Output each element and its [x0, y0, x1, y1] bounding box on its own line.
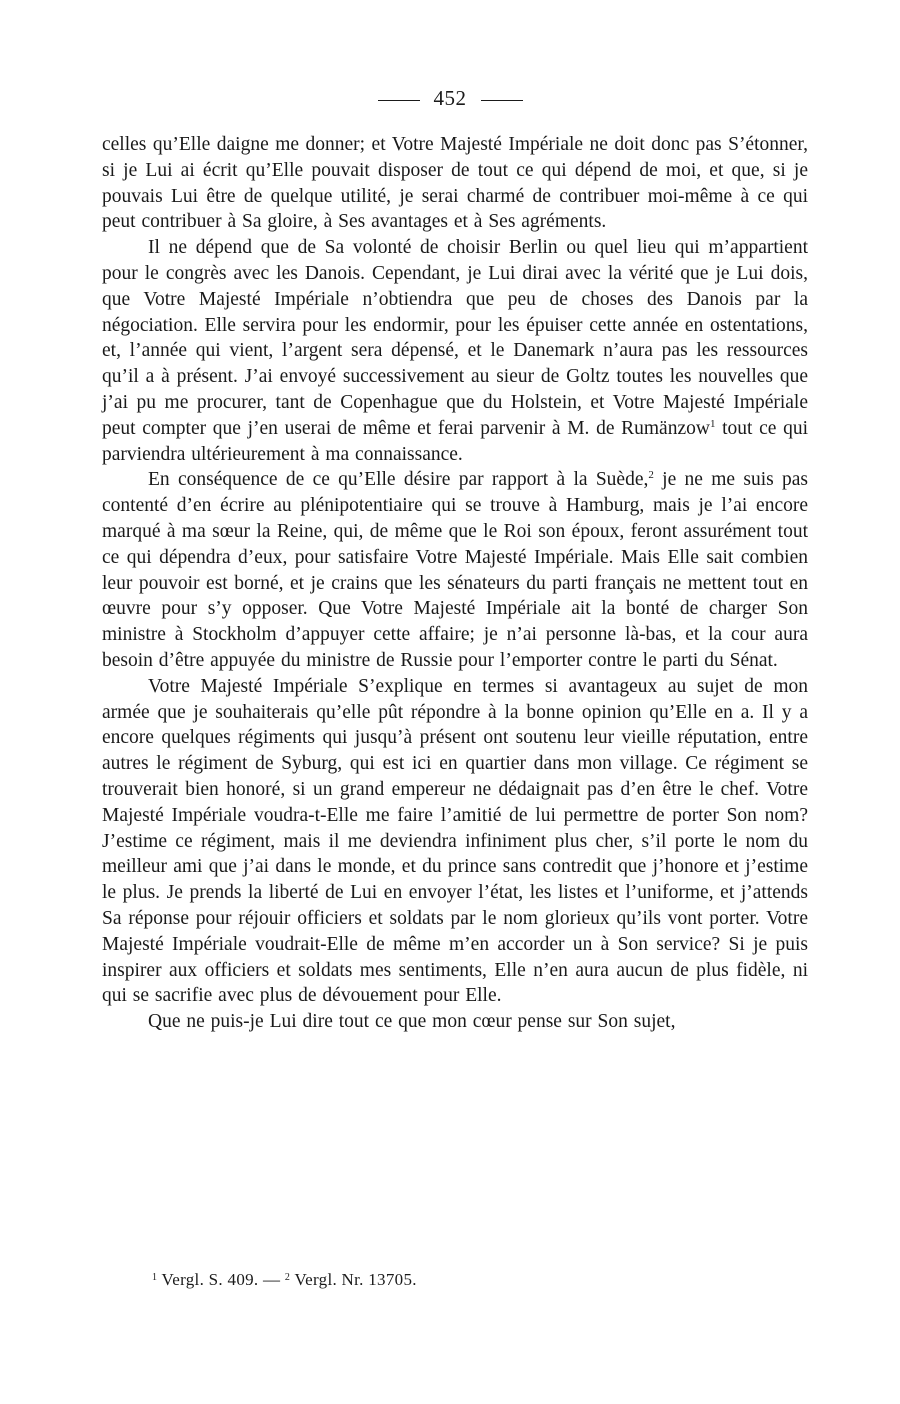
paragraph-text: Que ne puis-je Lui dire tout ce que mon cœur pense sur Son sujet,: [148, 1011, 676, 1033]
paragraph: [102, 674, 808, 1009]
paragraph-text: En conséquence de ce qu’Elle désire par rapport à la Suède,: [148, 469, 649, 491]
footnote-mark: 2: [284, 1272, 291, 1283]
body-text: [102, 132, 808, 1035]
paragraph-text: Votre Majesté Impériale S’explique en termes si avantageux au sujet de mon armée que je souhaiterais qu’elle pût répondre à la bonne opinion qu’Elle en a. Il y a encore quelques régiments qui jusqu’à présent ont soutenu leur vieille réputation, entre autres le régiment de Syburg, qui est ici en quartier dans mon village. Ce régiment se trouverait bien honoré, si un grand empereur ne dédaignait pas d’en être le chef. Votre Majesté Impériale voudra-t-Elle me faire l’amitié de lui permettre de porter Son nom? J’estime ce régiment, mais il me deviendra infiniment plus cher, s’il porte le nom du meilleur ami que j’ai dans le monde, et du prince sans contredit que j’honore et j’estime le plus. Je prends la liberté de Lui en envoyer l’état, les listes et l’uniforme, et j’attends Sa réponse pour réjouir officiers et soldats par le nom glorieux qu’ils vont porter. Votre Majesté Impériale voudrait-Elle de même m’en accorder un à Son service? Si je puis inspirer aux officiers et soldats mes sentiments, Elle n’en aura aucun de plus fidèle, ni qui se sacrifie avec plus de dévouement pour Elle.: [102, 675, 808, 1007]
header-rule-right: [481, 100, 523, 101]
footnote-reference: 1: [709, 417, 716, 430]
footnote-reference: 2: [648, 469, 654, 482]
footnotes: [152, 1270, 802, 1290]
footnote-text: Vergl. Nr. 13705.: [290, 1270, 417, 1289]
page-number: 452: [433, 86, 467, 110]
footnote-mark: 1: [152, 1272, 158, 1283]
paragraph: [102, 235, 808, 467]
paragraph-text: Il ne dépend que de Sa volonté de choisir Berlin ou quel lieu qui m’appartient pour le congrès avec les Danois. Cependant, je Lui dirai avec la vérité que je Lui dois, que Votre Majesté Impériale n’obtiendra que peu de choses des Danois par la négociation. Elle servira pour les endormir, pour les épuiser cette année en ostentations, et, l’année qui vient, l’argent sera dépensé, et le Danemark n’aura pas les ressources qu’il a à présent. J’ai envoyé successivement au sieur de Goltz toutes les nouvelles que j’ai pu me procurer, tant de Copenhague que du Holstein, et Votre Majesté Impériale peut compter que j’en userai de même et ferai parvenir à M. de Rumänzow: [102, 237, 808, 439]
footnote-text: Vergl. S. 409.: [157, 1270, 259, 1289]
paragraph: [102, 132, 808, 235]
header-rule-left: [378, 100, 420, 101]
footnote-separator: —: [258, 1270, 285, 1289]
page-header: [0, 86, 900, 111]
paragraph-text: je ne me suis pas contenté d’en écrire au plénipotentiaire qui se trouve à Hamburg, mais je l’ai encore marqué à ma sœur la Reine, qui, de même que le Roi son époux, feront assurément tout ce qui dépendra d’eux, pour satisfaire Votre Majesté Impériale. Mais Elle sait combien leur pouvoir est borné, et je crains que les sénateurs du parti français ne mettent tout en œuvre pour s’y opposer. Que Votre Majesté Impériale ait la bonté de charger Son ministre à Stockholm d’appuyer cette affaire; je n’ai personne là-bas, et la cour aura besoin d’être appuyée du ministre de Russie pour l’emporter contre le parti du Sénat.: [102, 469, 808, 671]
footnote: [285, 1270, 417, 1289]
paragraph-text: celles qu’Elle daigne me donner; et Votre Majesté Impériale ne doit donc pas S’étonner, si je Lui ai écrit qu’Elle pouvait disposer de tout ce qui dépend de moi, et que, si je pouvais Lui être de quelque utilité, je serai charmé de contribuer moi-même à ce qui peut contribuer à Sa gloire, à Ses avantages et à Ses agréments.: [102, 134, 808, 233]
footnote: [152, 1270, 258, 1289]
paragraph: [102, 1009, 808, 1035]
paragraph-text: tout ce qui parviendra ultérieurement à ma connaissance.: [102, 417, 808, 465]
paragraph: [102, 467, 808, 673]
